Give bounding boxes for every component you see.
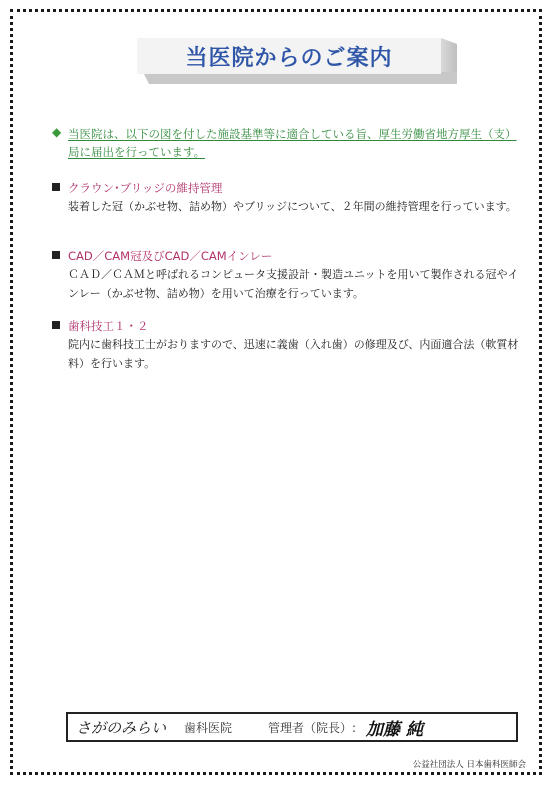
intro-text: 当医院は、以下の図を付した施設基準等に適合している旨、厚生労働省地方厚生（支）局に届出を行っています。 bbox=[68, 127, 517, 159]
square-bullet-icon bbox=[52, 321, 60, 329]
title-box bbox=[137, 38, 459, 86]
square-bullet-icon bbox=[52, 183, 60, 191]
title-box-face bbox=[137, 38, 441, 74]
diamond-bullet-icon: ◆ bbox=[52, 125, 62, 139]
section-heading: CAD／CAM冠及びCAD／CAMインレー bbox=[68, 249, 273, 263]
page-border bbox=[10, 9, 542, 775]
section-crown-bridge bbox=[52, 180, 522, 216]
section-cad-cam bbox=[52, 248, 522, 303]
section-dental-technician bbox=[52, 318, 522, 373]
section-heading: 歯科技工１・２ bbox=[68, 319, 149, 333]
signature-box bbox=[66, 712, 518, 742]
square-bullet-icon bbox=[52, 251, 60, 259]
section-body: 院内に歯科技工士がおりますので、迅速に義歯（入れ歯）の修理及び、内面適合法（軟質材料）を行います。 bbox=[68, 338, 519, 370]
manager-label: 管理者（院長）: bbox=[268, 720, 357, 735]
section-body: ＣＡＤ／ＣＡＭと呼ばれるコンピュータ支援設計・製造ユニットを用いて製作される冠やインレー（かぶせ物、詰め物）を用いて治療を行っています。 bbox=[68, 268, 519, 300]
clinic-suffix: 歯科医院 bbox=[184, 720, 233, 735]
section-heading: クラウン･ブリッジの維持管理 bbox=[68, 181, 223, 195]
clinic-name-handwritten: さがのみらい bbox=[76, 718, 167, 737]
section-body: 装着した冠（かぶせ物、詰め物）やブリッジについて、２年間の維持管理を行っています。 bbox=[68, 200, 517, 213]
manager-name-handwritten: 加藤 純 bbox=[366, 719, 423, 740]
footer-organization: 公益社団法人 日本歯科医師会 bbox=[412, 760, 526, 770]
intro-notice bbox=[52, 125, 522, 161]
page-title: 当医院からのご案内 bbox=[185, 45, 393, 71]
